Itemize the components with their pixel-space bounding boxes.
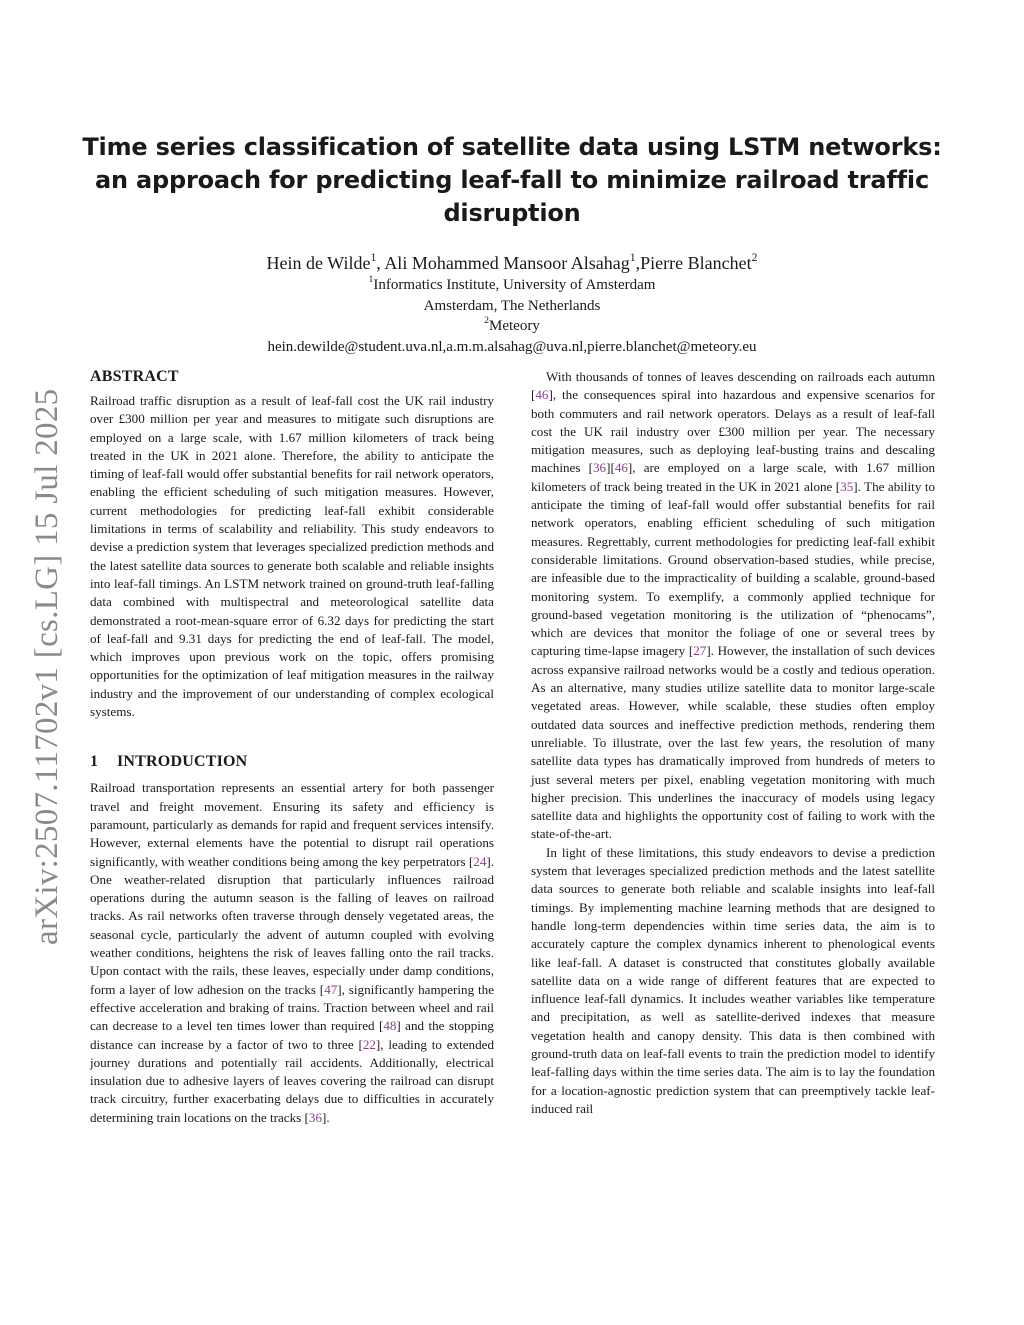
author-name: Hein de Wilde [266,253,371,273]
affiliation-marker: 1 [629,250,636,264]
affiliation-marker: 1 [370,250,377,264]
paragraph-text: With thousands of tonnes of leaves descending on railroads each autumn [ [531,369,935,403]
citation-link[interactable]: 48 [383,1018,397,1034]
affiliation-marker: 2 [751,250,758,264]
paragraph-text: ][ [606,460,615,476]
abstract-heading: ABSTRACT [90,368,179,385]
abstract-text: Railroad traffic disruption as a result of leaf-fall cost the UK rail industry over £300 million per year and measures to mitigate such disruptions are employed on a large scale, with 1.67 million kilometers of track being treated in the UK in 2021 alone. Therefore, the ability to anticipate the timing of leaf-fall would offer substantial benefits for rail network operators, enabling the efficient scheduling of such mitigation measures. However, current methodologies for predicting leaf-fall exhibit considerable limitations in terms of scalability and reliability. This study endeavors to devise a prediction system that leverages specialized prediction methods and the latest satellite data sources to generate both scalable and reliable insights into leaf-fall timings. An LSTM network trained on ground-truth leaf-falling data combined with multispectral and meteorological satellite data demonstrated a root-mean-square error of 6.32 days for predicting the start of leaf-fall and 9.31 days for predicting the end of leaf-fall. The model, which improves upon previous work on the topic, offers promising opportunities for the optimization of leaf mitigation measures in the railway industry and the improvement of our understanding of complex ecological systems. [90,393,494,720]
paragraph-text: ]. One weather-related disruption that particularly influences railroad operations during the autumn season is the falling of leaves on railroad tracks. As rail networks often traverse through densely vegetated areas, the seasonal cycle, particularly the advent of autumn coupled with evolving weather conditions, heightens the risk of leaves falling onto the rail tracks. Upon contact with the rails, these leaves, especially under damp conditions, form a layer of low adhesion on the tracks [ [90,853,494,997]
author-block [90,251,934,357]
intro-paragraph-3: In light of these limitations, this study endeavors to devise a prediction system that leverages specialized prediction methods and the latest satellite data sources to generate both reliable and scalable insights into leaf-fall timings. By implementing machine learning methods that are designed to handle long-term dependencies within time series data, the aim is to accurately capture the complex dynamics inherent to phenological events like leaf-fall. A dataset is constructed that constitutes globally available satellite data on a wide range of different features that are expected to influence leaf-fall dynamics. It includes weather variables like temperature and precipitation, as well as satellite-derived indexes that measure vegetation health and canopy density. This data is then combined with ground-truth data on leaf-fall events to train the prediction model to identify leaf-falling days within the time series data. The aim is to lay the foundation for a location-agnostic prediction system that can preemptively tackle leaf-induced rail [531,844,935,1116]
title-line-2: an approach for predicting leaf-fall to minimize railroad traffic [95,166,929,194]
right-column [531,368,935,1118]
citation-link[interactable]: 24 [473,853,487,869]
citation-link[interactable]: 22 [362,1036,376,1052]
introduction-heading [90,751,494,773]
affiliation-1-location: Amsterdam, The Netherlands [423,297,601,314]
citation-link[interactable]: 46 [535,387,549,403]
author-emails: hein.dewilde@student.uva.nl,a.m.m.alsahag@uva.nl,pierre.blanchet@meteory.eu [267,338,757,355]
citation-link[interactable]: 46 [614,460,628,476]
paragraph-text: ]. [322,1109,330,1125]
section-number: 1 [90,753,99,771]
paragraph-text: ], leading to extended journey durations and potentially rail accidents. Additionally, electrical insulation due to adhesive layers of leaves covering the railroad can disrupt track circuitry, further exacerbating delays due to difficulties in accurately determining train locations on the tracks [ [90,1036,494,1125]
citation-link[interactable]: 35 [840,478,854,494]
title-line-1: Time series classification of satellite data using LSTM networks: [82,133,942,161]
citation-link[interactable]: 47 [324,981,338,997]
paragraph-text: ] and the stopping distance can increase by a factor of two to three [ [90,1018,494,1052]
intro-paragraph-2 [531,368,935,844]
affiliation-marker: 1 [368,274,374,286]
paragraph-text: ]. The ability to anticipate the timing of leaf-fall would offer substantial benefits for rail network operators, enabling efficient scheduling of such mitigation measures. Regrettably, current methodologies for predicting leaf-fall exhibit considerable limitations. Ground observation-based studies, while precise, are infeasible due to the impracticality of building a scalable, ground-based monitoring system. To exemplify, a commonly applied technique for ground-based vegetation monitoring is the utilization of “phenocams”, which are devices that monitor the foliage of one or several trees by capturing time-lapse imagery [ [531,478,936,659]
author-separator: , [376,253,385,273]
author-separator: , [635,253,641,273]
paragraph-text: ], are employed on a large scale, with 1.67 million kilometers of track being treated in the UK in 2021 alone [ [531,460,935,494]
citation-link[interactable]: 36 [308,1109,322,1125]
arxiv-identifier-stamp: arXiv:2507.11702v1 [cs.LG] 15 Jul 2025 [29,388,65,945]
section-title: INTRODUCTION [117,753,248,771]
author-names [90,251,934,275]
affiliation-1-institute: Informatics Institute, University of Amsterdam [373,277,656,293]
citation-link[interactable]: 36 [592,460,607,476]
paper-title [60,131,964,230]
affiliation-2-institute: Meteory [489,318,540,334]
author-name: Pierre Blanchet [640,253,752,273]
affiliation-marker: 2 [484,315,490,327]
paragraph-text: Railroad transportation represents an essential artery for both passenger travel and freight movement. Ensuring its safety and efficiency is paramount, particularly as demands for rapid and frequent services intensify. However, external elements have the potential to disrupt rail operations significantly, with weather conditions being among the key perpetrators [ [90,780,494,869]
citation-link[interactable]: 27 [693,643,707,659]
author-name: Ali Mohammed Mansoor Alsahag [384,253,630,273]
paragraph-text: ], the consequences spiral into hazardous and expensive scenarios for both commuters and rail network operators. Delays as a result of leaf-fall cost the UK rail industry over £300 million per year. The necessary mitigation measures, such as deploying leaf-busting trains and descaling machines [ [531,387,935,476]
paragraph-text: ]. However, the installation of such devices across expansive railroad networks would be a costly and tedious operation. As an alternative, many studies utilize satellite data to monitor large-scale vegetated areas. However, while scalable, these studies often employ outdated data sources and ineffective prediction methods, rendering them unreliable. To illustrate, over the last few years, the resolution of many satellite data types has dramatically improved from hundreds of meters to just several meters per pixel, enabling vegetation monitoring with much higher precision. This underlines the inaccuracy of models using legacy satellite data and highlights the opportunity cost of failing to work with the state-of-the-art. [531,643,935,842]
paragraph-text: ], significantly hampering the effective acceleration and braking of trains. Traction between wheel and rail can decrease to a level ten times lower than required [ [90,981,495,1034]
title-line-3: disruption [443,199,581,227]
affiliation-1 [90,275,934,296]
affiliation-2 [90,316,934,337]
intro-paragraph-1 [90,779,494,1127]
left-column [90,366,494,1127]
